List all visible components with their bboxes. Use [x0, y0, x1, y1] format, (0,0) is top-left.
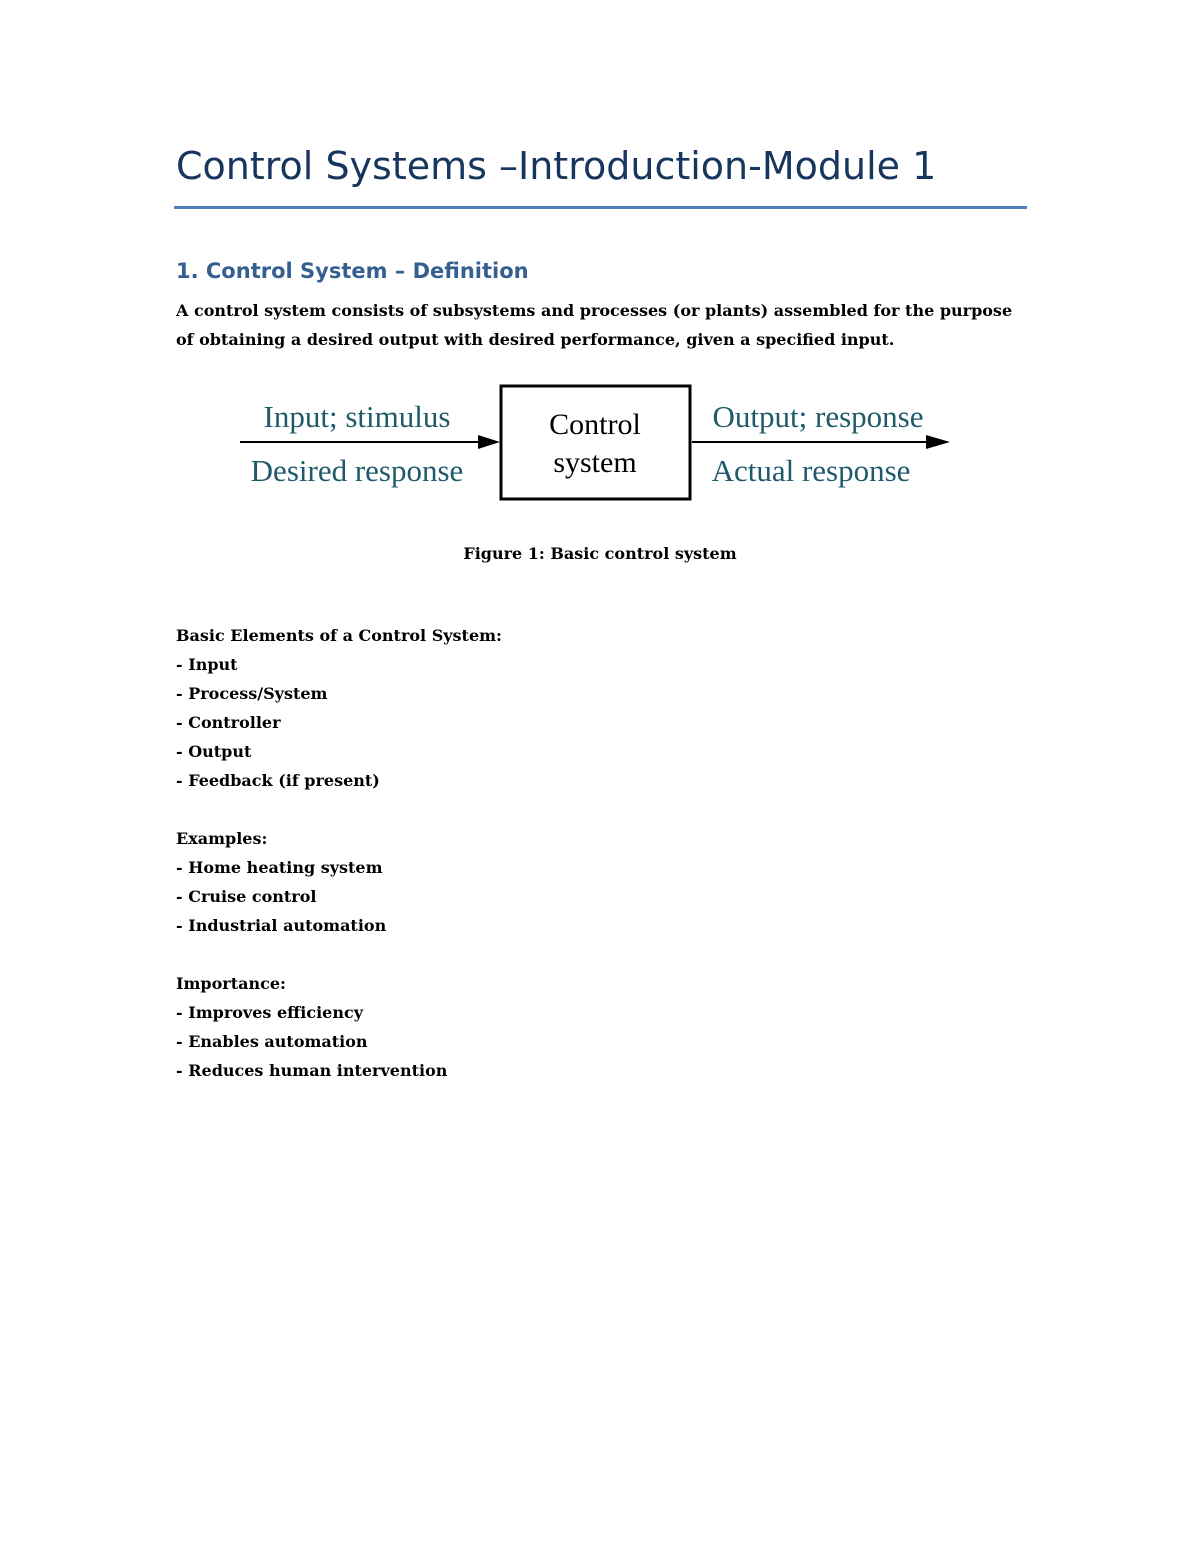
- output-arrow-head: [926, 435, 950, 449]
- list-item: - Output: [176, 742, 252, 761]
- list-item: - Process/System: [176, 684, 328, 703]
- control-system-box: [501, 386, 690, 499]
- section-heading: 1. Control System – Definition: [176, 259, 529, 283]
- list-item: - Cruise control: [176, 887, 317, 906]
- document-title: Control Systems –Introduction-Module 1: [176, 144, 937, 188]
- output-bottom-label: Actual response: [711, 453, 911, 488]
- list-item: - Home heating system: [176, 858, 383, 877]
- input-bottom-label: Desired response: [250, 453, 464, 488]
- paragraph-line: A control system consists of subsystems and processes (or plants) assembled for the purpose: [176, 301, 1013, 320]
- box-label-line1: Control: [549, 408, 641, 441]
- figure-caption: Figure 1: Basic control system: [463, 544, 737, 563]
- title-underline: [174, 206, 1027, 209]
- input-top-label: Input; stimulus: [263, 399, 451, 434]
- list-item: - Industrial automation: [176, 916, 387, 935]
- list-item: - Feedback (if present): [176, 771, 380, 790]
- input-arrow-head: [478, 435, 500, 449]
- list-heading: Examples:: [176, 829, 268, 848]
- list-item: - Enables automation: [176, 1032, 368, 1051]
- list-item: - Reduces human intervention: [176, 1061, 448, 1080]
- control-system-diagram: [230, 378, 960, 508]
- importance-list: [176, 969, 447, 1085]
- list-heading: Basic Elements of a Control System:: [176, 626, 502, 645]
- examples-list: [176, 824, 386, 940]
- definition-paragraph: [176, 296, 1026, 354]
- list-item: - Controller: [176, 713, 281, 732]
- output-top-label: Output; response: [712, 399, 924, 434]
- box-label-line2: system: [553, 446, 637, 479]
- list-item: - Input: [176, 655, 238, 674]
- paragraph-line: of obtaining a desired output with desired performance, given a specified input.: [176, 330, 895, 349]
- basic-elements-list: [176, 621, 502, 795]
- list-heading: Importance:: [176, 974, 286, 993]
- list-item: - Improves efficiency: [176, 1003, 364, 1022]
